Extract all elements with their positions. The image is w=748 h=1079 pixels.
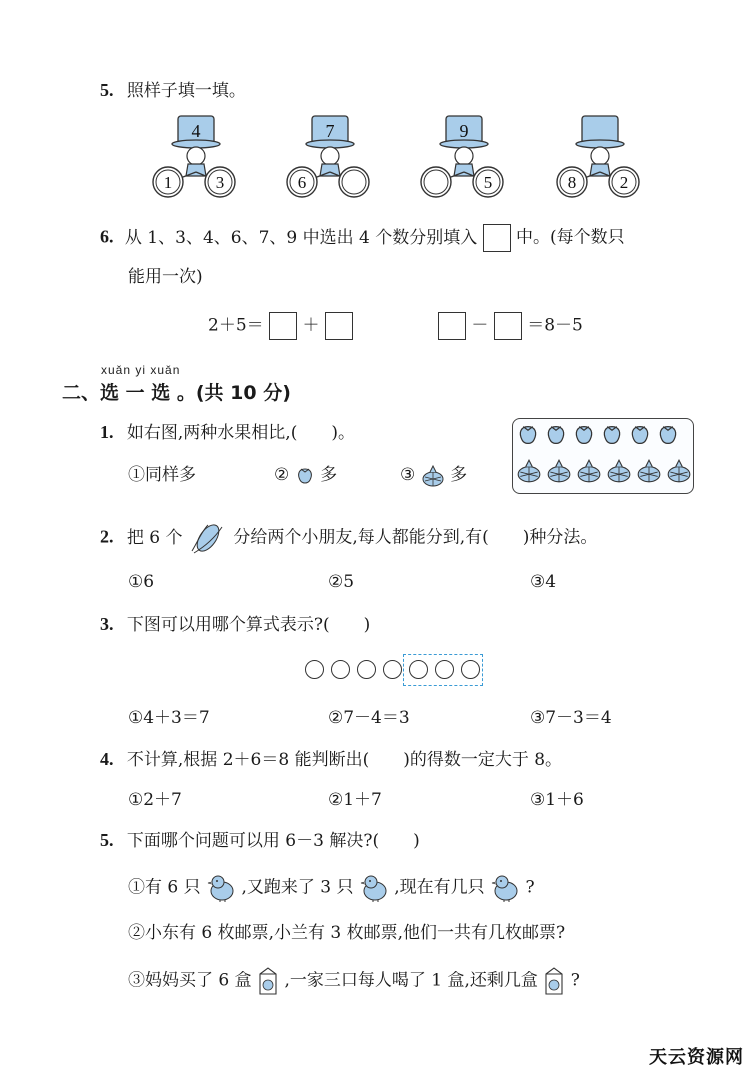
- question-number: 5.: [100, 830, 114, 850]
- minus-sign: －: [471, 315, 489, 336]
- milk-carton-icon: [543, 966, 565, 996]
- hat-number: 4: [191, 121, 201, 141]
- monkey-bike-illustration: [284, 112, 374, 202]
- question-6-line2: 能用一次): [128, 267, 203, 287]
- strawberry-icon: [628, 423, 652, 447]
- choice-question-5: [100, 829, 420, 852]
- question-number: 1.: [100, 422, 114, 442]
- strawberry-row: [516, 423, 680, 447]
- question-text: 下面哪个问题可以用 6－3 解决?( ): [126, 831, 420, 851]
- pineapple-icon: [421, 465, 445, 487]
- question-text: 从 1、3、4、6、7、9 中选出 4 个数分别填入: [124, 227, 478, 248]
- monkey-bike-illustration: [418, 112, 508, 202]
- circle-shape: [305, 660, 324, 679]
- circle-shape: [331, 660, 350, 679]
- bike-figure-2: [284, 112, 374, 206]
- monkey-bike-illustration: [554, 112, 644, 202]
- right-wheel-number: 3: [215, 173, 225, 192]
- question-text: 把 6 个: [126, 527, 183, 548]
- option-3[interactable]: [400, 464, 467, 487]
- hat-number: 7: [325, 121, 335, 141]
- option-text: 多: [320, 465, 338, 485]
- choice-question-2: [100, 521, 597, 555]
- strawberry-icon: [572, 423, 596, 447]
- hat-number: 9: [459, 121, 469, 141]
- option-3[interactable]: ③1＋6: [530, 790, 584, 810]
- option-3[interactable]: [128, 966, 580, 996]
- left-wheel-number: 6: [297, 173, 307, 192]
- option-text: 多: [450, 465, 468, 485]
- monkey-bike-illustration: [150, 112, 240, 202]
- question-text: 分给两个小朋友,每人都能分到,有( )种分法。: [233, 527, 598, 548]
- question-5-header: [100, 79, 246, 102]
- answer-box[interactable]: [269, 312, 297, 340]
- option-text: ?: [570, 970, 580, 991]
- pineapple-icon: [516, 458, 542, 484]
- bike-figure-1: [150, 112, 240, 206]
- circle-shape: [383, 660, 402, 679]
- option-2[interactable]: ②小东有 6 枚邮票,小兰有 3 枚邮票,他们一共有几枚邮票?: [128, 923, 566, 943]
- question-number: 6.: [100, 226, 114, 247]
- watermark-text: 天云资源网: [649, 1047, 744, 1068]
- bike-figure-4: [554, 112, 644, 206]
- plus-sign: ＋: [302, 315, 320, 336]
- option-2[interactable]: [274, 464, 337, 486]
- chick-icon: [206, 874, 236, 902]
- option-2[interactable]: ②7－4＝3: [328, 708, 410, 728]
- strawberry-icon: [656, 423, 680, 447]
- answer-box[interactable]: [438, 312, 466, 340]
- question-text: 不计算,根据 2＋6＝8 能判断出( )的得数一定大于 8。: [126, 750, 563, 770]
- bike-figure-3: [418, 112, 508, 206]
- pineapple-icon: [546, 458, 572, 484]
- pineapple-icon: [666, 458, 692, 484]
- question-text: 中。(每个数只: [516, 227, 625, 248]
- question-number: 3.: [100, 614, 114, 634]
- right-wheel-number: 2: [619, 173, 629, 192]
- choice-question-1: [100, 421, 355, 444]
- question-text: 下图可以用哪个算式表示?( ): [126, 615, 371, 635]
- strawberry-icon: [544, 423, 568, 447]
- question-number: 4.: [100, 749, 114, 769]
- question-text: 如右图,两种水果相比,( )。: [126, 423, 355, 443]
- question-number: 2.: [100, 526, 114, 547]
- equation-text: ＝8－5: [527, 315, 583, 336]
- choice-question-3: [100, 613, 370, 636]
- option-2[interactable]: ②5: [328, 572, 355, 592]
- option-2[interactable]: ②1＋7: [328, 790, 382, 810]
- left-wheel-number: 8: [567, 173, 577, 192]
- option-text: ,现在有几只: [394, 877, 485, 898]
- option-1[interactable]: [128, 874, 535, 902]
- option-1[interactable]: ①4＋3＝7: [128, 708, 210, 728]
- equation-1: [208, 312, 353, 340]
- answer-box[interactable]: [494, 312, 522, 340]
- option-text: ,一家三口每人喝了 1 盒,还剩几盒: [284, 970, 538, 991]
- milk-carton-icon: [257, 966, 279, 996]
- question-number: 5.: [100, 80, 114, 100]
- pineapple-icon: [636, 458, 662, 484]
- section-pinyin: xuǎn yi xuǎn: [101, 363, 181, 377]
- sample-answer-box: [483, 224, 511, 252]
- right-wheel-number: 5: [483, 173, 493, 192]
- option-text: ,又跑来了 3 只: [241, 877, 354, 898]
- option-text: ③妈妈买了 6 盒: [128, 970, 252, 991]
- corn-icon: [188, 521, 228, 555]
- chick-icon: [359, 874, 389, 902]
- strawberry-icon: [600, 423, 624, 447]
- pineapple-icon: [576, 458, 602, 484]
- dashed-group-box: [403, 654, 483, 686]
- equation-text: 2＋5＝: [208, 315, 264, 336]
- option-3[interactable]: ③4: [530, 572, 557, 592]
- question-6-line1: [100, 224, 625, 252]
- left-wheel-number: 1: [163, 173, 173, 192]
- option-3[interactable]: ③7－3＝4: [530, 708, 612, 728]
- option-text: ①有 6 只: [128, 877, 201, 898]
- option-mark: ③: [400, 465, 416, 485]
- option-1[interactable]: ①6: [128, 572, 155, 592]
- equation-2: [438, 312, 583, 340]
- answer-box[interactable]: [325, 312, 353, 340]
- strawberry-icon: [516, 423, 540, 447]
- question-text: 照样子填一填。: [126, 81, 246, 101]
- pineapple-icon: [606, 458, 632, 484]
- option-mark: ②: [274, 465, 290, 485]
- choice-question-4: [100, 748, 562, 771]
- option-1[interactable]: ①同样多: [128, 465, 196, 485]
- strawberry-icon: [295, 466, 315, 486]
- option-1[interactable]: ①2＋7: [128, 790, 182, 810]
- section-title: 二、选 一 选 。(共 10 分): [62, 382, 291, 404]
- circle-shape: [357, 660, 376, 679]
- option-text: ?: [525, 877, 535, 898]
- chick-icon: [490, 874, 520, 902]
- pineapple-row: [516, 458, 692, 484]
